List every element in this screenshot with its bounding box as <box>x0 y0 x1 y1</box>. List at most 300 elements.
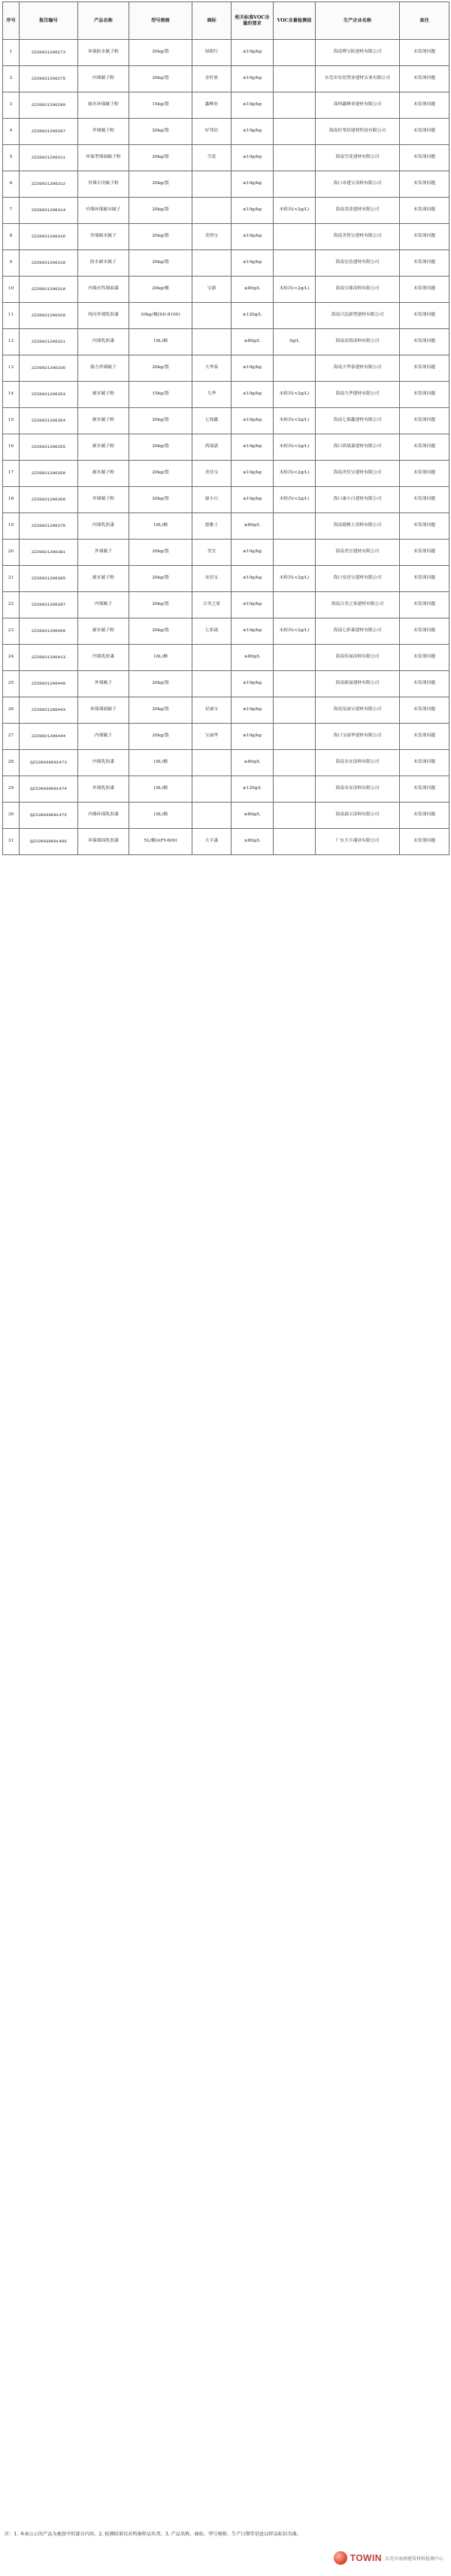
cell-spec: 18L/桶 <box>129 776 192 803</box>
cell-product-name: 耐水腻子粉 <box>78 461 129 487</box>
cell-company: 海南森宝涂料有限公司 <box>316 803 400 829</box>
cell-spec: 18L/桶 <box>129 750 192 776</box>
cell-company: 海南合美之家建材有限公司 <box>316 592 400 618</box>
cell-product-name: 内墙腻子 <box>78 592 129 618</box>
cell-company: 海南宝鼎涂料有限公司 <box>316 277 400 303</box>
cell-product-name: 内墙环保乳胶漆 <box>78 803 129 829</box>
cell-spec: 20kg/袋 <box>129 408 192 434</box>
cell-brand <box>192 329 232 355</box>
cell-remark: 未发现问题 <box>400 250 449 277</box>
cell-remark: 未发现问题 <box>400 487 449 513</box>
cell-brand: 星丽宝 <box>192 697 232 724</box>
cell-report-code: 2Z20021206359 <box>20 461 78 487</box>
cell-no: 12 <box>3 329 20 355</box>
cell-report-code: 2Z20021206280 <box>20 92 78 119</box>
cell-remark: 未发现问题 <box>400 776 449 803</box>
cell-brand: 七保鑫 <box>192 408 232 434</box>
cell-no: 22 <box>3 592 20 618</box>
cell-company: 海南九华建材有限公司 <box>316 382 400 408</box>
cell-no: 23 <box>3 618 20 645</box>
cell-voc <box>274 40 316 66</box>
cell-voc: 5g/L <box>274 329 316 355</box>
cell-no: 16 <box>3 434 20 461</box>
cell-brand <box>192 250 232 277</box>
cell-remark: 未发现问题 <box>400 224 449 250</box>
cell-spec: 15kg/袋 <box>129 382 192 408</box>
cell-brand: 绿阳红 <box>192 40 232 66</box>
cell-product-name: 内墙环保耐水腻子 <box>78 198 129 224</box>
cell-no: 17 <box>3 461 20 487</box>
table-row <box>3 250 449 277</box>
cell-company: 海南美涂建材有限公司 <box>316 198 400 224</box>
cell-spec: 20kg/袋 <box>129 592 192 618</box>
table-row <box>3 382 449 408</box>
cell-remark: 未发现问题 <box>400 618 449 645</box>
cell-company: 海南星丽宝建材有限公司 <box>316 697 400 724</box>
cell-company: 海口康小白建材有限公司 <box>316 487 400 513</box>
cell-report-code: 2Z20021206353 <box>20 382 78 408</box>
cell-brand: 美宜 <box>192 540 232 566</box>
cell-std: ≤10g/kg <box>232 724 274 750</box>
cell-brand: 美得宝 <box>192 224 232 250</box>
cell-product-name: 内墙水性墙面漆 <box>78 277 129 303</box>
cell-brand: 九华 <box>192 382 232 408</box>
brand-subtitle: 东莞市海洲建筑材料检测中心 <box>384 2556 443 2562</box>
cell-voc <box>274 145 316 171</box>
cell-std: ≤10g/kg <box>232 671 274 697</box>
table-row <box>3 434 449 461</box>
table-body <box>3 40 449 855</box>
cell-spec: 5L/桶(AFY-600) <box>129 829 192 855</box>
cell-spec: 20kg/袋 <box>129 40 192 66</box>
cell-report-code: 2Z20021206443 <box>20 697 78 724</box>
cell-std: ≤80g/L <box>232 829 274 855</box>
cell-report-code: 2Z20021206316 <box>20 224 78 250</box>
cell-voc <box>274 119 316 145</box>
cell-brand <box>192 803 232 829</box>
cell-remark: 未发现问题 <box>400 461 449 487</box>
table-row <box>3 92 449 119</box>
cell-std: ≤10g/kg <box>232 355 274 382</box>
table-row <box>3 277 449 303</box>
cell-std: ≤10g/kg <box>232 250 274 277</box>
cell-no: 13 <box>3 355 20 382</box>
cell-no: 9 <box>3 250 20 277</box>
cell-product-name: 内墙乳胶漆 <box>78 329 129 355</box>
cell-brand: 鸿晟嘉 <box>192 434 232 461</box>
cell-std: ≤10g/kg <box>232 92 274 119</box>
cell-company: 海南美宜建材有限公司 <box>316 540 400 566</box>
cell-remark: 未发现问题 <box>400 803 449 829</box>
cell-std: ≤10g/kg <box>232 224 274 250</box>
cell-no: 14 <box>3 382 20 408</box>
table-row <box>3 487 449 513</box>
cell-std: ≤80g/L <box>232 513 274 540</box>
cell-no: 7 <box>3 198 20 224</box>
cell-no: 27 <box>3 724 20 750</box>
col-header-product-name: 产品名称 <box>78 2 129 40</box>
cell-report-code: 2Z20021206336 <box>20 355 78 382</box>
cell-report-code: 2Z20021206360 <box>20 487 78 513</box>
cell-spec: 20kg/袋 <box>129 198 192 224</box>
cell-product-name: 耐水腻子粉 <box>78 434 129 461</box>
cell-report-code: 2Z20021206395 <box>20 566 78 592</box>
cell-spec: 20kg/袋 <box>129 671 192 697</box>
cell-report-code: 2Z20021206318 <box>20 250 78 277</box>
table-row <box>3 224 449 250</box>
cell-remark: 未发现问题 <box>400 303 449 329</box>
cell-company: 海南兴达新型建材有限公司 <box>316 303 400 329</box>
cell-spec: 15kg/袋 <box>129 92 192 119</box>
cell-voc <box>274 697 316 724</box>
cell-brand: 宝丽华 <box>192 724 232 750</box>
cell-spec: 20kg/桶(XD-8100) <box>129 303 192 329</box>
table-row <box>3 540 449 566</box>
cell-std: ≤10g/kg <box>232 66 274 92</box>
cell-company: 海南金海涂料有限公司 <box>316 329 400 355</box>
table-row <box>3 750 449 776</box>
cell-brand: 鑫峰业 <box>192 92 232 119</box>
inspection-table-sheet <box>2 2 449 855</box>
cell-spec: 18L/桶 <box>129 329 192 355</box>
cell-remark: 未发现问题 <box>400 40 449 66</box>
cell-no: 30 <box>3 803 20 829</box>
cell-voc: 未检出(<2g/L) <box>274 461 316 487</box>
cell-company: 广东大丰漆业有限公司 <box>316 829 400 855</box>
cell-std: ≤10g/kg <box>232 434 274 461</box>
cell-brand <box>192 303 232 329</box>
cell-report-code: 2Z20021206440 <box>20 671 78 697</box>
cell-product-name: 纯丙外墙乳胶漆 <box>78 303 129 329</box>
cell-brand: 大丰漆 <box>192 829 232 855</box>
cell-spec: 18L/桶 <box>129 513 192 540</box>
cell-std: ≤10g/kg <box>232 540 274 566</box>
cell-brand: 美佳宝 <box>192 461 232 487</box>
cell-product-name: 环保防水腻子粉 <box>78 40 129 66</box>
cell-no: 25 <box>3 671 20 697</box>
cell-spec: 20kg/袋 <box>129 171 192 198</box>
cell-spec: 20kg/袋 <box>129 487 192 513</box>
table-row <box>3 829 449 855</box>
cell-company: 海口安居宝建材有限公司 <box>316 566 400 592</box>
cell-report-code: 2Z20021206273 <box>20 40 78 66</box>
cell-report-code: 2Z20021206381 <box>20 540 78 566</box>
table-row <box>3 776 449 803</box>
cell-product-name: 外墙专用腻子粉 <box>78 171 129 198</box>
cell-std: ≤10g/kg <box>232 198 274 224</box>
cell-brand: 康小白 <box>192 487 232 513</box>
cell-std: ≤120g/L <box>232 303 274 329</box>
cell-report-code: QZ220039001475 <box>20 803 78 829</box>
cell-no: 6 <box>3 171 20 198</box>
cell-spec: 18L/桶 <box>129 645 192 671</box>
cell-no: 24 <box>3 645 20 671</box>
cell-brand: 好邻居 <box>192 119 232 145</box>
table-row <box>3 198 449 224</box>
cell-no: 3 <box>3 92 20 119</box>
cell-voc <box>274 750 316 776</box>
cell-remark: 未发现问题 <box>400 540 449 566</box>
cell-report-code: 2Z20021206321 <box>20 329 78 355</box>
cell-company: 海南美得宝建材有限公司 <box>316 224 400 250</box>
cell-voc <box>274 803 316 829</box>
cell-std: ≤10g/kg <box>232 618 274 645</box>
cell-remark: 未发现问题 <box>400 645 449 671</box>
table-row <box>3 145 449 171</box>
table-row <box>3 724 449 750</box>
cell-std: ≤10g/kg <box>232 697 274 724</box>
table-row <box>3 119 449 145</box>
cell-product-name: 强力外墙腻子 <box>78 355 129 382</box>
cell-no: 29 <box>3 776 20 803</box>
col-header-report-code: 报告编号 <box>20 2 78 40</box>
cell-remark: 未发现问题 <box>400 92 449 119</box>
table-row <box>3 303 449 329</box>
cell-voc <box>274 724 316 750</box>
cell-report-code: QZ220039001473 <box>20 750 78 776</box>
cell-remark: 未发现问题 <box>400 724 449 750</box>
cell-company: 东莞市安居置业建材实业有限公司 <box>316 66 400 92</box>
cell-no: 1 <box>3 40 20 66</box>
cell-no: 2 <box>3 66 20 92</box>
cell-product-name: 耐水腻子粉 <box>78 566 129 592</box>
cell-std: ≤10g/kg <box>232 40 274 66</box>
cell-spec: 18L/桶 <box>129 803 192 829</box>
cell-product-name: 环保型墙面腻子粉 <box>78 145 129 171</box>
cell-remark: 未发现问题 <box>400 513 449 540</box>
cell-company: 海口鸿晟嘉建材有限公司 <box>316 434 400 461</box>
table-row <box>3 592 449 618</box>
cell-remark: 未发现问题 <box>400 66 449 92</box>
cell-spec: 20kg/袋 <box>129 697 192 724</box>
cell-company: 海南好邻居建材科技有限公司 <box>316 119 400 145</box>
cell-std: ≤10g/kg <box>232 592 274 618</box>
footer-note: 注：1. 本表公示的产品为抽查中的部分内容。2. 检测结果仅对所抽样品负责。3. 产品名称、商标、型号规格、生产日期等信息以样品标识为准。 <box>5 2532 301 2537</box>
cell-remark: 未发现问题 <box>400 408 449 434</box>
cell-report-code: 2Z20021206400 <box>20 618 78 645</box>
cell-remark: 未发现问题 <box>400 434 449 461</box>
cell-voc: 未检出(<2g/L) <box>274 487 316 513</box>
cell-voc <box>274 355 316 382</box>
cell-voc: 未检出(<2g/L) <box>274 566 316 592</box>
cell-product-name: 外墙耐水腻子 <box>78 224 129 250</box>
table-row <box>3 697 449 724</box>
table-row <box>3 645 449 671</box>
cell-company: 海南雪花建材有限公司 <box>316 145 400 171</box>
cell-company: 海口宝丽华建材有限公司 <box>316 724 400 750</box>
cell-no: 28 <box>3 750 20 776</box>
cell-no: 11 <box>3 303 20 329</box>
cell-spec: 20kg/桶 <box>129 277 192 303</box>
table-row <box>3 803 449 829</box>
cell-remark: 未发现问题 <box>400 355 449 382</box>
cell-company: 海南美佳宝建材有限公司 <box>316 461 400 487</box>
cell-voc <box>274 671 316 697</box>
cell-company: 海南大华泰建材有限公司 <box>316 355 400 382</box>
cell-product-name: 内墙腻子粉 <box>78 66 129 92</box>
table-row <box>3 513 449 540</box>
cell-report-code: 2Z20021206314 <box>20 198 78 224</box>
table-row <box>3 408 449 434</box>
cell-report-code: 2Z20021206287 <box>20 119 78 145</box>
cell-brand: 德雅士 <box>192 513 232 540</box>
table-row <box>3 618 449 645</box>
cell-report-code: 2Z20021206378 <box>20 513 78 540</box>
table-row <box>3 329 449 355</box>
cell-voc <box>274 171 316 198</box>
cell-voc <box>274 645 316 671</box>
cell-no: 31 <box>3 829 20 855</box>
cell-report-code: 2Z20021206413 <box>20 645 78 671</box>
cell-no: 19 <box>3 513 20 540</box>
cell-std: ≤120g/L <box>232 776 274 803</box>
table-row <box>3 566 449 592</box>
cell-company: 海南博宝防建材有限公司 <box>316 40 400 66</box>
cell-no: 10 <box>3 277 20 303</box>
cell-std: ≤80g/L <box>232 329 274 355</box>
cell-remark: 未发现问题 <box>400 671 449 697</box>
brand-watermark <box>334 2549 443 2567</box>
cell-product-name: 外墙腻子 <box>78 540 129 566</box>
cell-report-code: 2Z20021206320 <box>20 303 78 329</box>
cell-voc <box>274 224 316 250</box>
cell-no: 5 <box>3 145 20 171</box>
cell-std: ≤10g/kg <box>232 461 274 487</box>
cell-company: 海南新丽建材有限公司 <box>316 671 400 697</box>
cell-std: ≤10g/kg <box>232 382 274 408</box>
cell-product-name: 内墙腻子 <box>78 724 129 750</box>
table-header-row <box>3 2 449 40</box>
col-header-company: 生产企业名称 <box>316 2 400 40</box>
cell-product-name: 外墙乳胶漆 <box>78 776 129 803</box>
cell-spec: 20kg/袋 <box>129 618 192 645</box>
cell-spec: 20kg/袋 <box>129 119 192 145</box>
cell-voc: 未检出(<2g/L) <box>274 408 316 434</box>
cell-voc <box>274 250 316 277</box>
cell-brand <box>192 645 232 671</box>
cell-voc: 未检出(<2g/L) <box>274 277 316 303</box>
cell-remark: 未发现问题 <box>400 566 449 592</box>
col-header-brand: 商标 <box>192 2 232 40</box>
cell-std: ≤10g/kg <box>232 408 274 434</box>
cell-std: ≤80g/L <box>232 803 274 829</box>
cell-product-name: 外墙腻子粉 <box>78 119 129 145</box>
cell-no: 8 <box>3 224 20 250</box>
cell-spec: 20kg/袋 <box>129 66 192 92</box>
cell-report-code: 2Z20021206311 <box>20 145 78 171</box>
cell-no: 15 <box>3 408 20 434</box>
cell-std: ≤80g/L <box>232 277 274 303</box>
cell-brand: 雪花 <box>192 145 232 171</box>
cell-company: 海南佳丽涂料有限公司 <box>316 645 400 671</box>
cell-company: 海南德雅士涂料有限公司 <box>316 513 400 540</box>
cell-remark: 未发现问题 <box>400 829 449 855</box>
cell-product-name: 防水耐水腻子 <box>78 250 129 277</box>
cell-spec: 20kg/袋 <box>129 250 192 277</box>
cell-brand: 合美之家 <box>192 592 232 618</box>
cell-spec: 20kg/袋 <box>129 434 192 461</box>
cell-no: 21 <box>3 566 20 592</box>
cell-no: 20 <box>3 540 20 566</box>
cell-remark: 未发现问题 <box>400 119 449 145</box>
cell-report-code: 2Z20021206275 <box>20 66 78 92</box>
table-row <box>3 671 449 697</box>
cell-no: 26 <box>3 697 20 724</box>
cell-no: 18 <box>3 487 20 513</box>
cell-brand <box>192 750 232 776</box>
cell-brand: 七彩森 <box>192 618 232 645</box>
inspection-results-table <box>2 2 449 855</box>
cell-report-code: 2Z20021206444 <box>20 724 78 750</box>
cell-spec: 20kg/袋 <box>129 724 192 750</box>
cell-brand <box>192 171 232 198</box>
cell-brand <box>192 776 232 803</box>
cell-voc <box>274 592 316 618</box>
cell-remark: 未发现问题 <box>400 198 449 224</box>
cell-brand <box>192 671 232 697</box>
brand-logo-icon <box>334 2551 347 2565</box>
cell-brand: 大华泰 <box>192 355 232 382</box>
cell-remark: 未发现问题 <box>400 750 449 776</box>
cell-product-name: 耐水腻子粉 <box>78 382 129 408</box>
cell-report-code: QZ220039001474 <box>20 776 78 803</box>
cell-spec: 20kg/袋 <box>129 355 192 382</box>
col-header-voc: VOC含量检测值 <box>274 2 316 40</box>
cell-brand: 安居宝 <box>192 566 232 592</box>
cell-product-name: 内墙乳胶漆 <box>78 513 129 540</box>
cell-spec: 20kg/袋 <box>129 540 192 566</box>
cell-remark: 未发现问题 <box>400 145 449 171</box>
cell-voc: 未检出(<2g/L) <box>274 198 316 224</box>
cell-spec: 20kg/袋 <box>129 566 192 592</box>
table-row <box>3 66 449 92</box>
cell-voc <box>274 776 316 803</box>
table-row <box>3 40 449 66</box>
table-row <box>3 461 449 487</box>
cell-report-code: 2Z20021206355 <box>20 434 78 461</box>
cell-product-name: 内墙乳胶漆 <box>78 645 129 671</box>
cell-remark: 未发现问题 <box>400 277 449 303</box>
cell-brand <box>192 198 232 224</box>
cell-report-code: QZ220039001486 <box>20 829 78 855</box>
cell-remark: 未发现问题 <box>400 329 449 355</box>
cell-remark: 未发现问题 <box>400 592 449 618</box>
cell-voc <box>274 829 316 855</box>
cell-voc <box>274 92 316 119</box>
col-header-std: 相关标准VOC含量的要求 <box>232 2 274 40</box>
cell-std: ≤10g/kg <box>232 487 274 513</box>
cell-remark: 未发现问题 <box>400 697 449 724</box>
cell-std: ≤80g/L <box>232 750 274 776</box>
col-header-spec: 型号规格 <box>129 2 192 40</box>
cell-report-code: 2Z20021206312 <box>20 171 78 198</box>
cell-company: 海南七保鑫建材有限公司 <box>316 408 400 434</box>
brand-name: TOWIN <box>350 2553 382 2563</box>
cell-spec: 20kg/袋 <box>129 461 192 487</box>
cell-voc <box>274 513 316 540</box>
table-row <box>3 171 449 198</box>
cell-report-code: 2Z20021206354 <box>20 408 78 434</box>
cell-voc: 未检出(<2g/L) <box>274 618 316 645</box>
cell-std: ≤10g/kg <box>232 566 274 592</box>
cell-std: ≤10g/kg <box>232 145 274 171</box>
cell-company: 海南永安涂料有限公司 <box>316 750 400 776</box>
cell-product-name: 外墙腻子粉 <box>78 487 129 513</box>
cell-product-name: 耐水腻子粉 <box>78 618 129 645</box>
cell-remark: 未发现问题 <box>400 382 449 408</box>
cell-std: ≤10g/kg <box>232 119 274 145</box>
cell-product-name: 外墙腻子 <box>78 671 129 697</box>
